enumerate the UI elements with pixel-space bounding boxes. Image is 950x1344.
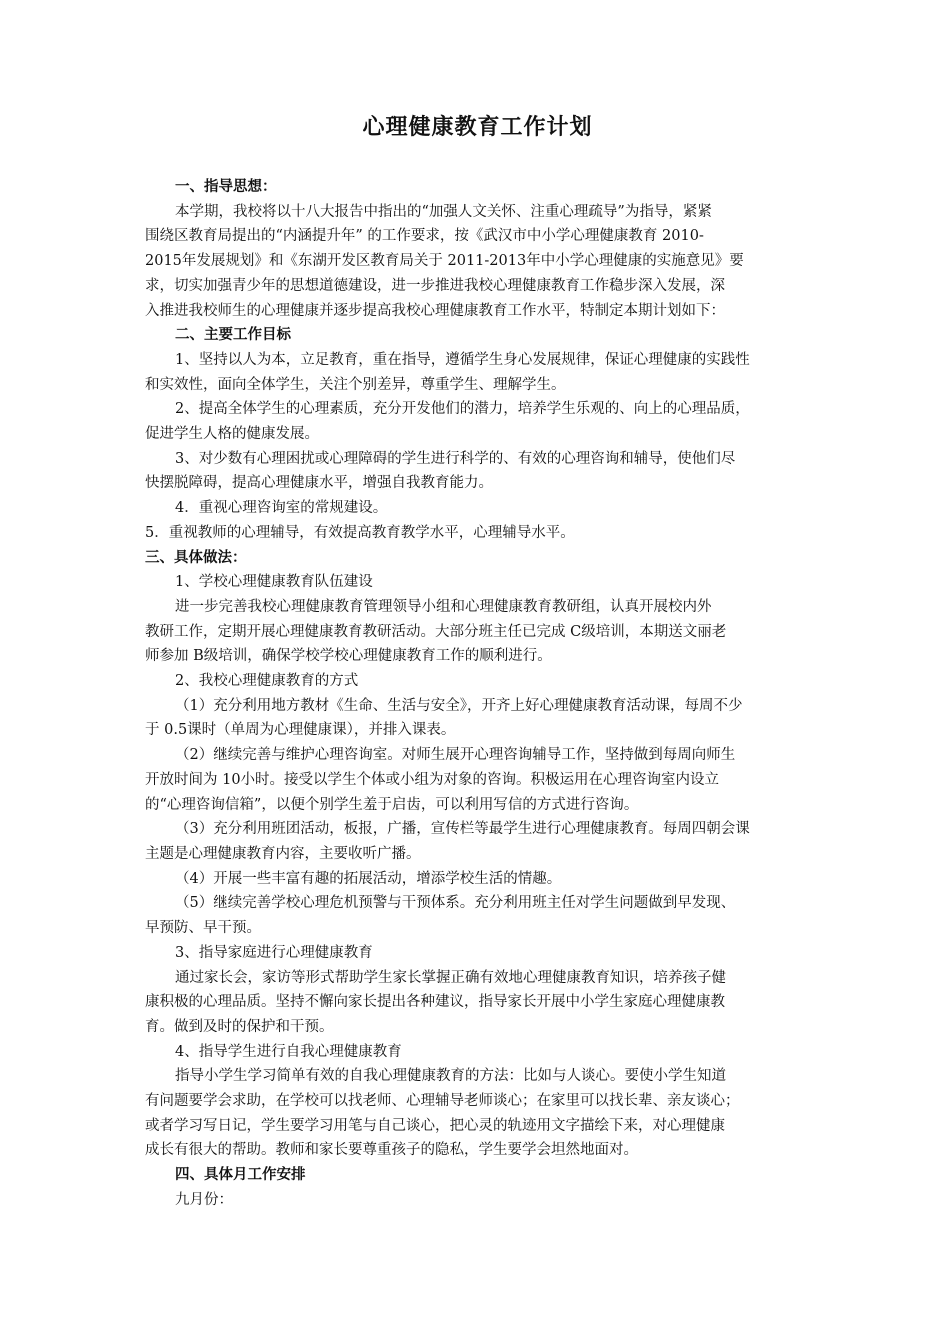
- section-heading: 一、指导思想：: [175, 179, 277, 195]
- text-line: 2、提高全体学生的心理素质，充分开发他们的潜力，培养学生乐观的、向上的心理品质，: [175, 401, 750, 418]
- text-line: 1、坚持以人为本，立足教育，重在指导，遵循学生身心发展规律，保证心理健康的实践性: [175, 351, 750, 368]
- text-line: 本学期，我校将以十八大报告中指出的“加强人文关怀、注重心理疏导”为指导，紧紧: [175, 203, 712, 220]
- text-line: 1、学校心理健康教育队伍建设: [175, 574, 373, 591]
- text-line: 和实效性，面向全体学生，关注个别差异，尊重学生、理解学生。: [145, 376, 566, 393]
- text-line: 指导小学生学习简单有效的自我心理健康教育的方法：比如与人谈心。要使小学生知道: [175, 1068, 726, 1085]
- document-body: [145, 175, 810, 1213]
- section-heading: 二、主要工作目标: [175, 327, 291, 344]
- text-line: 康积极的心理品质。坚持不懈向家长提出各种建议，指导家长开展中小学生家庭心理健康教: [145, 994, 725, 1011]
- text-line: 成长有很大的帮助。教师和家长要尊重孩子的隐私，学生要学会坦然地面对。: [145, 1142, 638, 1159]
- text-line: 促进学生人格的健康发展。: [145, 426, 319, 443]
- text-line: 早预防、早干预。: [145, 920, 261, 937]
- text-line: （4）开展一些丰富有趣的拓展活动，增添学校生活的情趣。: [175, 870, 562, 887]
- text-line: 的“心理咨询信箱”，以便个别学生羞于启齿，可以利用写信的方式进行咨询。: [145, 796, 639, 813]
- text-line: 2、我校心理健康教育的方式: [175, 673, 359, 690]
- text-line: 进一步完善我校心理健康教育管理领导小组和心理健康教育教研组，认真开展校内外: [175, 598, 712, 615]
- text-line: 5．重视教师的心理辅导，有效提高教育教学水平，心理辅导水平。: [145, 524, 575, 541]
- text-line: 教研工作，定期开展心理健康教育教研活动。大部分班主任已完成 C级培训，本期送文丽老: [145, 623, 727, 640]
- text-line: 入推进我校师生的心理健康并逐步提高我校心理健康教育工作水平，特制定本期计划如下：: [145, 302, 725, 319]
- document-title: 心理健康教育工作计划: [362, 115, 593, 140]
- text-line: 师参加 B级培训，确保学校学校心理健康教育工作的顺利进行。: [145, 648, 552, 665]
- text-line: 4．重视心理咨询室的常规建设。: [175, 500, 388, 517]
- text-line: （1）充分利用地方教材《生命、生活与安全》，开齐上好心理健康教育活动课，每周不少: [175, 697, 743, 714]
- text-line: 快摆脱障碍，提高心理健康水平，增强自我教育能力。: [145, 475, 493, 492]
- text-line: 育。做到及时的保护和干预。: [145, 1018, 334, 1035]
- section-heading: 三、具体做法：: [145, 549, 247, 566]
- text-line: 3、对少数有心理困扰或心理障碍的学生进行科学的、有效的心理咨询和辅导，使他们尽: [175, 450, 736, 467]
- text-line: 通过家长会，家访等形式帮助学生家长掌握正确有效地心理健康教育知识，培养孩子健: [175, 969, 726, 986]
- text-line: 求，切实加强青少年的思想道德建设，进一步推进我校心理健康教育工作稳步深入发展，深: [145, 277, 725, 294]
- text-line: 开放时间为 10小时。接受以学生个体或小组为对象的咨询。积极运用在心理咨询室内设立: [145, 771, 720, 788]
- text-line: （3）充分利用班团活动，板报，广播，宣传栏等最学生进行心理健康教育。每周四朝会课: [175, 821, 750, 838]
- text-line: 主题是心理健康教育内容，主要收听广播。: [145, 845, 421, 862]
- text-line: 4、指导学生进行自我心理健康教育: [175, 1043, 402, 1060]
- text-line: 2015年发展规划》和《东湖开发区教育局关于 2011-2013年中小学心理健康的实施意见》要: [145, 253, 744, 270]
- text-line: （5）继续完善学校心理危机预警与干预体系。充分利用班主任对学生问题做到早发现、: [175, 895, 736, 912]
- text-line: 有问题要学会求助，在学校可以找老师、心理辅导老师谈心；在家里可以找长辈、亲友谈心；: [145, 1093, 740, 1110]
- text-line: 或者学习写日记，学生要学习用笔与自己谈心，把心灵的轨迹用文字描绘下来，对心理健康: [145, 1117, 725, 1134]
- document-page: [145, 110, 810, 1213]
- text-line: 3、指导家庭进行心理健康教育: [175, 944, 373, 961]
- text-line: 九月份：: [175, 1191, 233, 1208]
- text-line: 于 0.5课时（单周为心理健康课），并排入课表。: [145, 722, 456, 739]
- text-line: 围绕区教育局提出的“内涵提升年” 的工作要求，按《武汉市中小学心理健康教育 2010-: [145, 228, 704, 245]
- text-line: （2）继续完善与维护心理咨询室。对师生展开心理咨询辅导工作，坚持做到每周向师生: [175, 747, 736, 764]
- section-heading: 四、具体月工作安排: [175, 1167, 306, 1184]
